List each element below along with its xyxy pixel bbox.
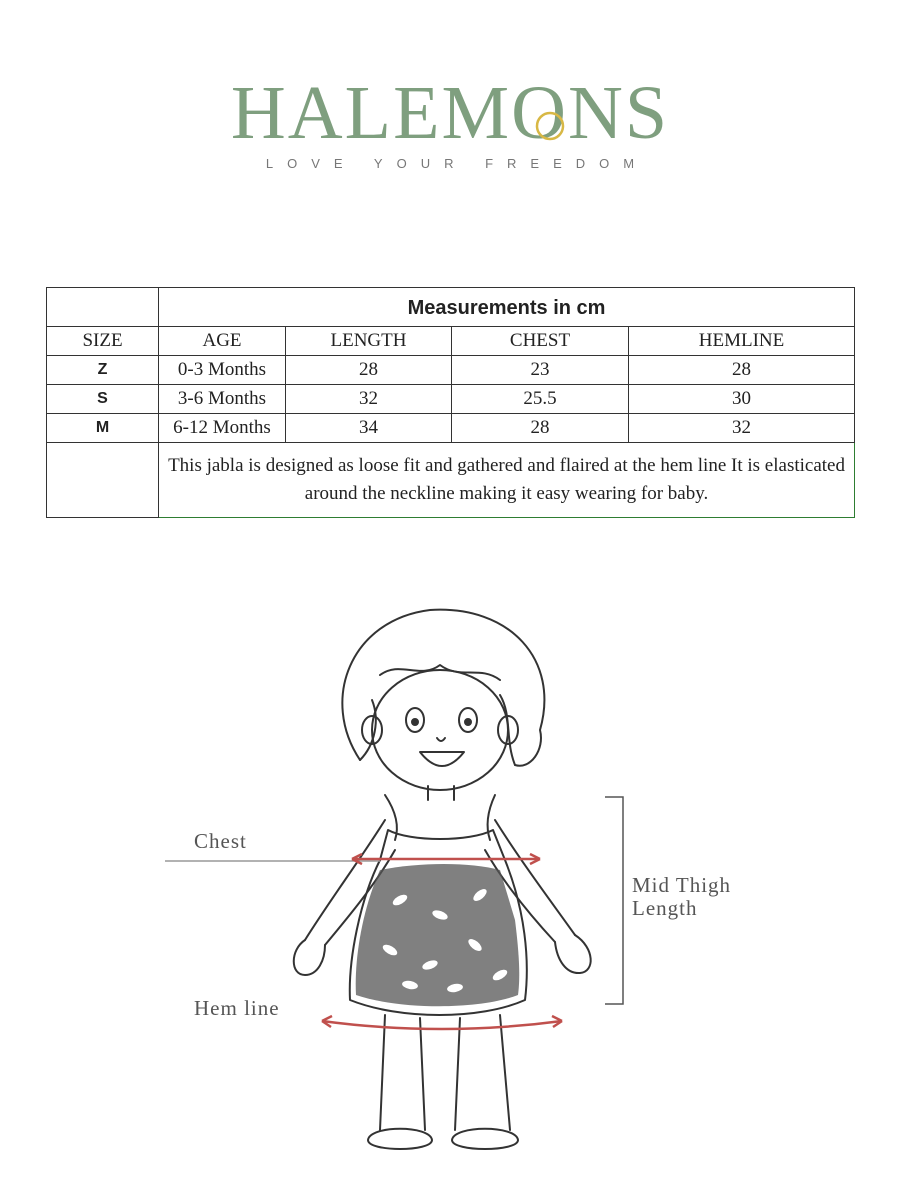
table-row [47,414,855,443]
halemons-logo [220,78,680,150]
header-chest: CHEST [452,327,629,356]
left-foot [368,1129,432,1149]
dress-pattern [356,864,520,1006]
chest-label: Chest [194,829,247,853]
logo-wordmark: HALEMONS [230,78,670,150]
hem-label: Hem line [194,996,280,1020]
age-cell: 3-6 Months [159,385,286,414]
chest-cell: 25.5 [452,385,629,414]
size-cell: M [47,414,159,443]
table-row [47,385,855,414]
header-size: SIZE [47,327,159,356]
table-title-row [47,288,855,327]
right-foot [452,1129,518,1149]
brand-header [0,78,900,171]
table-title: Measurements in cm [159,288,855,327]
table-row [47,356,855,385]
table-note-row [47,443,855,518]
face-outline [372,670,508,790]
length-cell: 34 [286,414,452,443]
chest-cell: 28 [452,414,629,443]
age-cell: 6-12 Months [159,414,286,443]
size-chart-table [46,287,855,518]
header-hemline: HEMLINE [629,327,855,356]
length-bracket [605,797,623,1004]
hem-arrow [322,1021,562,1029]
child-dress-illustration [0,580,900,1180]
size-cell: S [47,385,159,414]
length-label-line1: Mid Thigh [632,873,732,897]
tagline: LOVE YOUR FREEDOM [265,156,649,171]
size-cell: Z [47,356,159,385]
empty-note-cell [47,443,159,518]
chest-cell: 23 [452,356,629,385]
header-age: AGE [159,327,286,356]
length-cell: 28 [286,356,452,385]
hemline-cell: 30 [629,385,855,414]
header-length: LENGTH [286,327,452,356]
mouth [420,752,464,766]
right-hand [555,935,591,973]
right-leg [455,1015,510,1130]
length-label-line2: Length [632,896,698,920]
empty-corner-cell [47,288,159,327]
hemline-cell: 32 [629,414,855,443]
table-header-row [47,327,855,356]
hemline-cell: 28 [629,356,855,385]
left-hand [294,940,325,975]
age-cell: 0-3 Months [159,356,286,385]
left-leg [380,1015,425,1130]
fit-note: This jabla is designed as loose fit and gathered and flaired at the hem line It is elasticated around the neckline making it easy wearing for baby. [159,443,855,518]
length-cell: 32 [286,385,452,414]
